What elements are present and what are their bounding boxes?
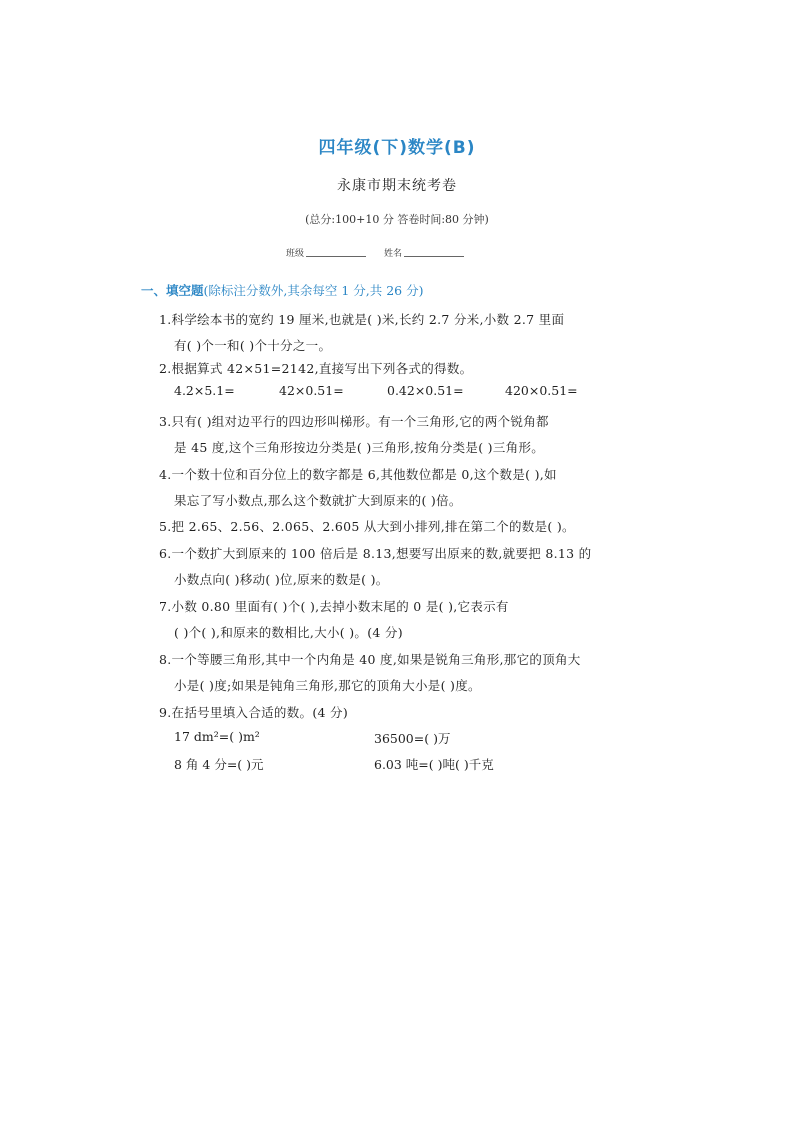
exam-info: (总分:100+10 分 答卷时间:80 分钟)	[305, 213, 489, 226]
question-9-item-d: 6.03 吨=( )吨( )千克	[374, 757, 494, 772]
question-2-calc-3: 0.42×0.51=	[387, 383, 464, 398]
question-8-line-1: 8.一个等腰三角形,其中一个内角是 40 度,如果是锐角三角形,那它的顶角大	[159, 652, 581, 667]
question-4-line-1: 4.一个数十位和百分位上的数字都是 6,其他数位都是 0,这个数是( ),如	[159, 467, 557, 482]
question-2-calc-2: 42×0.51=	[279, 383, 344, 398]
question-2-line-1: 2.根据算式 42×51=2142,直接写出下列各式的得数。	[159, 361, 473, 376]
question-9-item-b: 36500=( )万	[374, 731, 451, 746]
question-1-line-2: 有( )个一和( )个十分之一。	[174, 338, 332, 353]
question-9-line-1: 9.在括号里填入合适的数。(4 分)	[159, 705, 349, 720]
question-7-line-1: 7.小数 0.80 里面有( )个( ),去掉小数末尾的 0 是( ),它表示有	[159, 599, 509, 614]
question-9-item-a: 17 dm²=( )m²	[174, 729, 260, 744]
section-title: 一、填空题	[141, 283, 204, 298]
exam-title: 四年级(下)数学(B)	[318, 138, 476, 158]
question-8-line-2: 小是( )度;如果是钝角三角形,那它的顶角大小是( )度。	[174, 678, 481, 693]
question-4-line-2: 果忘了写小数点,那么这个数就扩大到原来的( )倍。	[174, 493, 462, 508]
section-note: (除标注分数外,其余每空 1 分,共 26 分)	[203, 283, 424, 298]
class-label: 班级	[286, 249, 305, 259]
name-field[interactable]	[404, 247, 464, 257]
question-6-line-1: 6.一个数扩大到原来的 100 倍后是 8.13,想要写出原来的数,就要把 8.13 的	[159, 546, 592, 561]
question-3-line-1: 3.只有( )组对边平行的四边形叫梯形。有一个三角形,它的两个锐角都	[159, 414, 549, 429]
section-heading	[141, 281, 423, 299]
student-info	[286, 246, 482, 259]
question-7-line-2: ( )个( ),和原来的数相比,大小( )。(4 分)	[174, 625, 403, 640]
question-1-line-1: 1.科学绘本书的宽约 19 厘米,也就是( )米,长约 2.7 分米,小数 2.7 里面	[159, 312, 565, 327]
question-3-line-2: 是 45 度,这个三角形按边分类是( )三角形,按角分类是( )三角形。	[174, 440, 545, 455]
class-field[interactable]	[306, 247, 366, 257]
question-9-item-c: 8 角 4 分=( )元	[174, 757, 264, 772]
question-5-line-1: 5.把 2.65、2.56、2.065、2.605 从大到小排列,排在第二个的数是( )。	[159, 519, 575, 534]
name-label: 姓名	[384, 249, 403, 259]
question-2-calc-1: 4.2×5.1=	[174, 383, 235, 398]
exam-subtitle: 永康市期末统考卷	[337, 178, 457, 194]
question-2-calc-4: 420×0.51=	[505, 383, 578, 398]
question-6-line-2: 小数点向( )移动( )位,原来的数是( )。	[174, 572, 389, 587]
